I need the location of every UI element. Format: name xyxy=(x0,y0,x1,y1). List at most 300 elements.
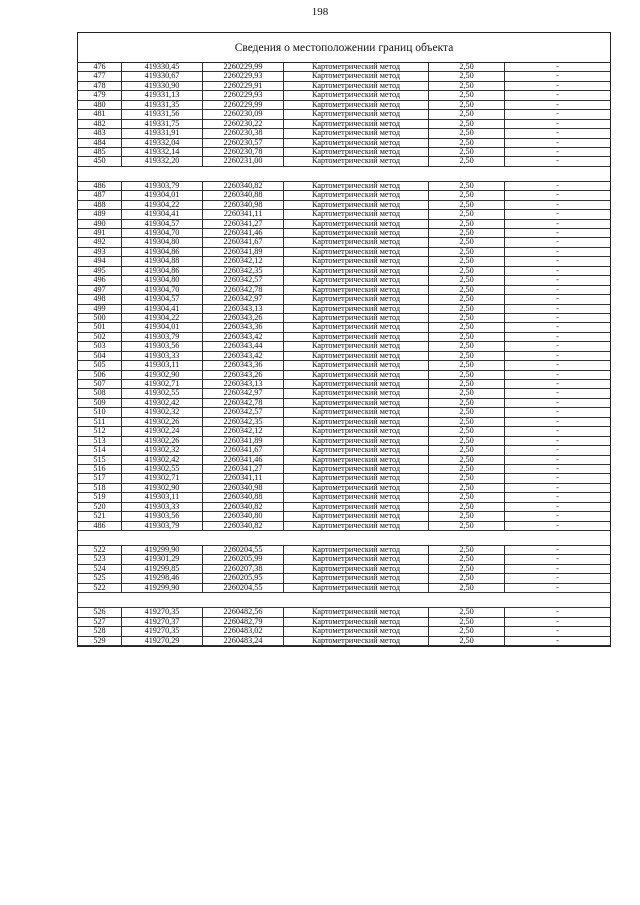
method-cell: Картометрический метод xyxy=(284,522,429,530)
note-cell: - xyxy=(556,247,559,256)
note-cell: - xyxy=(556,110,559,119)
y-coordinate-cell: 2260341,89 xyxy=(203,437,284,445)
note-cell: - xyxy=(556,361,559,370)
x-coordinate-cell: 419302,42 xyxy=(122,456,203,464)
x-coordinate-cell: 419304,41 xyxy=(122,305,203,313)
precision-cell: 2,50 xyxy=(429,555,505,563)
x-coordinate-cell: 419332,14 xyxy=(122,148,203,156)
note-cell: - xyxy=(556,389,559,398)
note-cell: - xyxy=(556,436,559,445)
precision-cell: 2,50 xyxy=(429,191,505,199)
method-cell: Картометрический метод xyxy=(284,618,429,626)
note-cell: - xyxy=(556,238,559,247)
precision-cell: 2,50 xyxy=(429,229,505,237)
y-coordinate-cell: 2260482,56 xyxy=(203,608,284,616)
point-number-cell: 522 xyxy=(78,546,122,554)
table-row xyxy=(78,110,610,119)
y-coordinate-cell: 2260230,09 xyxy=(203,110,284,118)
y-coordinate-cell: 2260343,13 xyxy=(203,380,284,388)
precision-cell: 2,50 xyxy=(429,238,505,246)
x-coordinate-cell: 419303,79 xyxy=(122,333,203,341)
precision-cell: 2,50 xyxy=(429,584,505,592)
method-cell: Картометрический метод xyxy=(284,584,429,592)
table-row xyxy=(78,608,610,617)
x-coordinate-cell: 419303,33 xyxy=(122,503,203,511)
note-cell: - xyxy=(556,417,559,426)
note-cell: - xyxy=(556,521,559,530)
note-cell: - xyxy=(556,398,559,407)
method-cell: Картометрический метод xyxy=(284,371,429,379)
point-number-cell: 495 xyxy=(78,267,122,275)
x-coordinate-cell: 419304,88 xyxy=(122,257,203,265)
precision-cell: 2,50 xyxy=(429,399,505,407)
table-row xyxy=(78,248,610,257)
x-coordinate-cell: 419302,42 xyxy=(122,399,203,407)
precision-cell: 2,50 xyxy=(429,276,505,284)
note-cell: - xyxy=(556,210,559,219)
y-coordinate-cell: 2260342,12 xyxy=(203,257,284,265)
precision-cell: 2,50 xyxy=(429,267,505,275)
x-coordinate-cell: 419304,70 xyxy=(122,229,203,237)
precision-cell: 2,50 xyxy=(429,446,505,454)
table-row xyxy=(78,333,610,342)
method-cell: Картометрический метод xyxy=(284,157,429,165)
y-coordinate-cell: 2260230,78 xyxy=(203,148,284,156)
y-coordinate-cell: 2260341,27 xyxy=(203,220,284,228)
precision-cell: 2,50 xyxy=(429,72,505,80)
x-coordinate-cell: 419270,35 xyxy=(122,627,203,635)
point-number-cell: 479 xyxy=(78,91,122,99)
y-coordinate-cell: 2260342,12 xyxy=(203,427,284,435)
table-row xyxy=(78,276,610,285)
method-cell: Картометрический метод xyxy=(284,352,429,360)
point-number-cell: 516 xyxy=(78,465,122,473)
precision-cell: 2,50 xyxy=(429,257,505,265)
precision-cell: 2,50 xyxy=(429,157,505,165)
method-cell: Картометрический метод xyxy=(284,210,429,218)
method-cell: Картометрический метод xyxy=(284,120,429,128)
note-cell: - xyxy=(556,464,559,473)
y-coordinate-cell: 2260342,35 xyxy=(203,267,284,275)
method-cell: Картометрический метод xyxy=(284,139,429,147)
y-coordinate-cell: 2260482,79 xyxy=(203,618,284,626)
y-coordinate-cell: 2260342,78 xyxy=(203,286,284,294)
x-coordinate-cell: 419299,90 xyxy=(122,546,203,554)
y-coordinate-cell: 2260204,55 xyxy=(203,546,284,554)
x-coordinate-cell: 419304,22 xyxy=(122,314,203,322)
y-coordinate-cell: 2260341,89 xyxy=(203,248,284,256)
note-cell: - xyxy=(556,636,559,645)
table-body xyxy=(78,63,610,646)
method-cell: Картометрический метод xyxy=(284,342,429,350)
x-coordinate-cell: 419332,04 xyxy=(122,139,203,147)
note-cell: - xyxy=(556,380,559,388)
table-row xyxy=(78,139,610,148)
precision-cell: 2,50 xyxy=(429,342,505,350)
table-row xyxy=(78,371,610,380)
point-number-cell: 504 xyxy=(78,352,122,360)
point-number-cell: 503 xyxy=(78,342,122,350)
note-cell: - xyxy=(556,129,559,138)
precision-cell: 2,50 xyxy=(429,210,505,218)
point-number-cell: 529 xyxy=(78,637,122,645)
y-coordinate-cell: 2260342,35 xyxy=(203,418,284,426)
y-coordinate-cell: 2260343,36 xyxy=(203,323,284,331)
y-coordinate-cell: 2260341,67 xyxy=(203,238,284,246)
point-number-cell: 486 xyxy=(78,182,122,190)
x-coordinate-cell: 419303,33 xyxy=(122,352,203,360)
point-number-cell: 491 xyxy=(78,229,122,237)
group-separator-row xyxy=(78,531,610,546)
x-coordinate-cell: 419299,90 xyxy=(122,584,203,592)
point-number-cell: 513 xyxy=(78,437,122,445)
x-coordinate-cell: 419302,71 xyxy=(122,380,203,388)
method-cell: Картометрический метод xyxy=(284,399,429,407)
precision-cell: 2,50 xyxy=(429,361,505,369)
point-number-cell: 511 xyxy=(78,418,122,426)
y-coordinate-cell: 2260229,99 xyxy=(203,101,284,109)
y-coordinate-cell: 2260229,99 xyxy=(203,63,284,71)
x-coordinate-cell: 419304,57 xyxy=(122,295,203,303)
point-number-cell: 486 xyxy=(78,522,122,530)
x-coordinate-cell: 419304,80 xyxy=(122,238,203,246)
table-row xyxy=(78,314,610,323)
method-cell: Картометрический метод xyxy=(284,201,429,209)
table-row xyxy=(78,503,610,512)
point-number-cell: 523 xyxy=(78,555,122,563)
precision-cell: 2,50 xyxy=(429,389,505,397)
note-cell: - xyxy=(556,564,559,573)
precision-cell: 2,50 xyxy=(429,333,505,341)
point-number-cell: 480 xyxy=(78,101,122,109)
y-coordinate-cell: 2260343,13 xyxy=(203,305,284,313)
precision-cell: 2,50 xyxy=(429,408,505,416)
note-cell: - xyxy=(556,200,559,209)
y-coordinate-cell: 2260341,67 xyxy=(203,446,284,454)
precision-cell: 2,50 xyxy=(429,220,505,228)
method-cell: Картометрический метод xyxy=(284,82,429,90)
precision-cell: 2,50 xyxy=(429,465,505,473)
method-cell: Картометрический метод xyxy=(284,323,429,331)
precision-cell: 2,50 xyxy=(429,574,505,582)
note-cell: - xyxy=(556,91,559,100)
note-cell: - xyxy=(556,574,559,583)
method-cell: Картометрический метод xyxy=(284,546,429,554)
precision-cell: 2,50 xyxy=(429,484,505,492)
x-coordinate-cell: 419301,29 xyxy=(122,555,203,563)
boundary-coordinates-table xyxy=(77,32,611,647)
method-cell: Картометрический метод xyxy=(284,574,429,582)
note-cell: - xyxy=(556,502,559,511)
method-cell: Картометрический метод xyxy=(284,276,429,284)
precision-cell: 2,50 xyxy=(429,286,505,294)
note-cell: - xyxy=(556,512,559,521)
method-cell: Картометрический метод xyxy=(284,229,429,237)
page-number: 198 xyxy=(311,6,329,18)
table-row xyxy=(78,408,610,417)
point-number-cell: 496 xyxy=(78,276,122,284)
precision-cell: 2,50 xyxy=(429,139,505,147)
precision-cell: 2,50 xyxy=(429,637,505,645)
precision-cell: 2,50 xyxy=(429,120,505,128)
point-number-cell: 502 xyxy=(78,333,122,341)
y-coordinate-cell: 2260483,24 xyxy=(203,637,284,645)
method-cell: Картометрический метод xyxy=(284,305,429,313)
y-coordinate-cell: 2260342,57 xyxy=(203,276,284,284)
method-cell: Картометрический метод xyxy=(284,101,429,109)
y-coordinate-cell: 2260342,97 xyxy=(203,295,284,303)
note-cell: - xyxy=(556,266,559,275)
table-row xyxy=(78,129,610,138)
table-row xyxy=(78,627,610,636)
method-cell: Картометрический метод xyxy=(284,220,429,228)
point-number-cell: 507 xyxy=(78,380,122,388)
precision-cell: 2,50 xyxy=(429,323,505,331)
table-row xyxy=(78,305,610,314)
y-coordinate-cell: 2260341,46 xyxy=(203,229,284,237)
x-coordinate-cell: 419304,70 xyxy=(122,286,203,294)
note-cell: - xyxy=(556,546,559,554)
point-number-cell: 508 xyxy=(78,389,122,397)
table-row xyxy=(78,342,610,351)
point-number-cell: 521 xyxy=(78,512,122,520)
precision-cell: 2,50 xyxy=(429,129,505,137)
method-cell: Картометрический метод xyxy=(284,493,429,501)
point-number-cell: 488 xyxy=(78,201,122,209)
x-coordinate-cell: 419302,71 xyxy=(122,474,203,482)
table-row xyxy=(78,380,610,389)
y-coordinate-cell: 2260340,82 xyxy=(203,182,284,190)
note-cell: - xyxy=(556,583,559,592)
group-separator-row xyxy=(78,593,610,608)
y-coordinate-cell: 2260343,26 xyxy=(203,371,284,379)
table-row xyxy=(78,238,610,247)
note-cell: - xyxy=(556,627,559,636)
table-row xyxy=(78,286,610,295)
method-cell: Картометрический метод xyxy=(284,484,429,492)
y-coordinate-cell: 2260229,93 xyxy=(203,91,284,99)
table-row xyxy=(78,465,610,474)
x-coordinate-cell: 419304,41 xyxy=(122,210,203,218)
y-coordinate-cell: 2260230,57 xyxy=(203,139,284,147)
point-number-cell: 489 xyxy=(78,210,122,218)
point-number-cell: 514 xyxy=(78,446,122,454)
note-cell: - xyxy=(556,119,559,128)
point-number-cell: 509 xyxy=(78,399,122,407)
table-row xyxy=(78,555,610,564)
method-cell: Картометрический метод xyxy=(284,627,429,635)
y-coordinate-cell: 2260205,99 xyxy=(203,555,284,563)
precision-cell: 2,50 xyxy=(429,608,505,616)
point-number-cell: 515 xyxy=(78,456,122,464)
note-cell: - xyxy=(556,295,559,304)
table-row xyxy=(78,267,610,276)
precision-cell: 2,50 xyxy=(429,148,505,156)
x-coordinate-cell: 419303,79 xyxy=(122,182,203,190)
table-title: Сведения о местоположении границ объекта xyxy=(78,33,610,63)
point-number-cell: 483 xyxy=(78,129,122,137)
table-row xyxy=(78,399,610,408)
point-number-cell: 525 xyxy=(78,574,122,582)
precision-cell: 2,50 xyxy=(429,493,505,501)
x-coordinate-cell: 419302,90 xyxy=(122,371,203,379)
precision-cell: 2,50 xyxy=(429,474,505,482)
table-row xyxy=(78,210,610,219)
table-row xyxy=(78,565,610,574)
precision-cell: 2,50 xyxy=(429,437,505,445)
y-coordinate-cell: 2260341,27 xyxy=(203,465,284,473)
point-number-cell: 493 xyxy=(78,248,122,256)
table-row xyxy=(78,493,610,502)
point-number-cell: 482 xyxy=(78,120,122,128)
point-number-cell: 501 xyxy=(78,323,122,331)
y-coordinate-cell: 2260341,11 xyxy=(203,210,284,218)
x-coordinate-cell: 419331,13 xyxy=(122,91,203,99)
point-number-cell: 497 xyxy=(78,286,122,294)
precision-cell: 2,50 xyxy=(429,522,505,530)
x-coordinate-cell: 419303,56 xyxy=(122,512,203,520)
method-cell: Картометрический метод xyxy=(284,63,429,71)
note-cell: - xyxy=(556,304,559,313)
method-cell: Картометрический метод xyxy=(284,446,429,454)
table-row xyxy=(78,474,610,483)
note-cell: - xyxy=(556,313,559,322)
point-number-cell: 492 xyxy=(78,238,122,246)
point-number-cell: 528 xyxy=(78,627,122,635)
point-number-cell: 518 xyxy=(78,484,122,492)
point-number-cell: 476 xyxy=(78,63,122,71)
note-cell: - xyxy=(556,608,559,617)
method-cell: Картометрический метод xyxy=(284,295,429,303)
method-cell: Картометрический метод xyxy=(284,182,429,190)
point-number-cell: 510 xyxy=(78,408,122,416)
y-coordinate-cell: 2260340,82 xyxy=(203,522,284,530)
table-row xyxy=(78,120,610,129)
group-separator-row xyxy=(78,167,610,182)
note-cell: - xyxy=(556,181,559,190)
point-number-cell: 506 xyxy=(78,371,122,379)
table-row xyxy=(78,101,610,110)
note-cell: - xyxy=(556,157,559,166)
x-coordinate-cell: 419303,11 xyxy=(122,361,203,369)
point-number-cell: 527 xyxy=(78,618,122,626)
method-cell: Картометрический метод xyxy=(284,465,429,473)
table-row xyxy=(78,82,610,91)
x-coordinate-cell: 419302,24 xyxy=(122,427,203,435)
note-cell: - xyxy=(556,138,559,147)
table-row xyxy=(78,361,610,370)
note-cell: - xyxy=(556,474,559,483)
precision-cell: 2,50 xyxy=(429,305,505,313)
note-cell: - xyxy=(556,81,559,90)
note-cell: - xyxy=(556,229,559,237)
table-row xyxy=(78,389,610,398)
note-cell: - xyxy=(556,219,559,228)
precision-cell: 2,50 xyxy=(429,380,505,388)
point-number-cell: 498 xyxy=(78,295,122,303)
y-coordinate-cell: 2260343,42 xyxy=(203,333,284,341)
table-row xyxy=(78,484,610,493)
table-row xyxy=(78,148,610,157)
x-coordinate-cell: 419331,35 xyxy=(122,101,203,109)
x-coordinate-cell: 419302,32 xyxy=(122,408,203,416)
y-coordinate-cell: 2260342,78 xyxy=(203,399,284,407)
point-number-cell: 524 xyxy=(78,565,122,573)
table-row xyxy=(78,418,610,427)
x-coordinate-cell: 419304,86 xyxy=(122,267,203,275)
y-coordinate-cell: 2260341,11 xyxy=(203,474,284,482)
x-coordinate-cell: 419332,20 xyxy=(122,157,203,165)
precision-cell: 2,50 xyxy=(429,295,505,303)
precision-cell: 2,50 xyxy=(429,427,505,435)
table-row xyxy=(78,63,610,72)
y-coordinate-cell: 2260207,38 xyxy=(203,565,284,573)
note-cell: - xyxy=(556,342,559,351)
table-row xyxy=(78,201,610,210)
note-cell: - xyxy=(556,63,559,71)
y-coordinate-cell: 2260205,95 xyxy=(203,574,284,582)
point-number-cell: 481 xyxy=(78,110,122,118)
precision-cell: 2,50 xyxy=(429,512,505,520)
table-row xyxy=(78,546,610,555)
y-coordinate-cell: 2260342,97 xyxy=(203,389,284,397)
x-coordinate-cell: 419304,57 xyxy=(122,220,203,228)
method-cell: Картометрический метод xyxy=(284,248,429,256)
precision-cell: 2,50 xyxy=(429,63,505,71)
y-coordinate-cell: 2260229,93 xyxy=(203,72,284,80)
method-cell: Картометрический метод xyxy=(284,91,429,99)
x-coordinate-cell: 419331,91 xyxy=(122,129,203,137)
precision-cell: 2,50 xyxy=(429,352,505,360)
x-coordinate-cell: 419299,85 xyxy=(122,565,203,573)
table-row xyxy=(78,323,610,332)
y-coordinate-cell: 2260341,46 xyxy=(203,456,284,464)
precision-cell: 2,50 xyxy=(429,627,505,635)
note-cell: - xyxy=(556,72,559,81)
x-coordinate-cell: 419302,90 xyxy=(122,484,203,492)
method-cell: Картометрический метод xyxy=(284,129,429,137)
x-coordinate-cell: 419331,56 xyxy=(122,110,203,118)
y-coordinate-cell: 2260230,38 xyxy=(203,129,284,137)
point-number-cell: 517 xyxy=(78,474,122,482)
y-coordinate-cell: 2260229,91 xyxy=(203,82,284,90)
table-row xyxy=(78,229,610,238)
x-coordinate-cell: 419302,26 xyxy=(122,437,203,445)
precision-cell: 2,50 xyxy=(429,82,505,90)
method-cell: Картометрический метод xyxy=(284,474,429,482)
table-row xyxy=(78,446,610,455)
precision-cell: 2,50 xyxy=(429,546,505,554)
table-row xyxy=(78,91,610,100)
y-coordinate-cell: 2260340,98 xyxy=(203,201,284,209)
method-cell: Картометрический метод xyxy=(284,389,429,397)
table-row xyxy=(78,220,610,229)
y-coordinate-cell: 2260340,98 xyxy=(203,484,284,492)
point-number-cell: 512 xyxy=(78,427,122,435)
point-number-cell: 484 xyxy=(78,139,122,147)
table-row xyxy=(78,584,610,593)
method-cell: Картометрический метод xyxy=(284,608,429,616)
precision-cell: 2,50 xyxy=(429,565,505,573)
method-cell: Картометрический метод xyxy=(284,314,429,322)
y-coordinate-cell: 2260343,26 xyxy=(203,314,284,322)
x-coordinate-cell: 419304,01 xyxy=(122,191,203,199)
table-row xyxy=(78,257,610,266)
note-cell: - xyxy=(556,455,559,464)
method-cell: Картометрический метод xyxy=(284,555,429,563)
x-coordinate-cell: 419304,80 xyxy=(122,276,203,284)
point-number-cell: 505 xyxy=(78,361,122,369)
